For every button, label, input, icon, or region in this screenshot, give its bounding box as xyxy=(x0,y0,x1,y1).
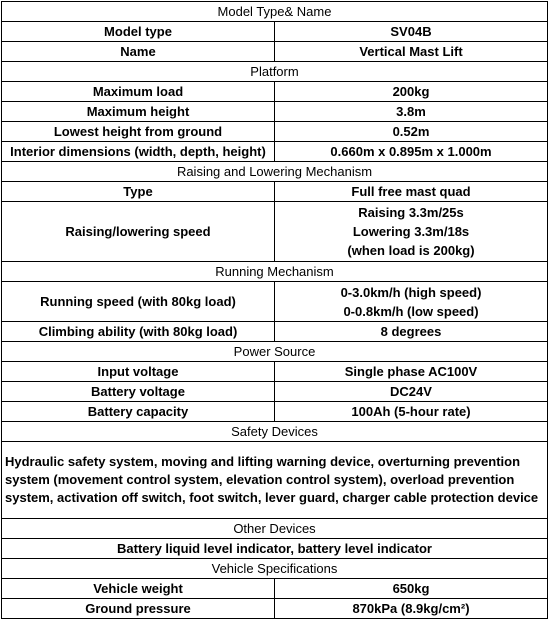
table-row xyxy=(2,442,548,519)
raising-speed-value xyxy=(275,202,548,262)
running-speed-label: Running speed (with 80kg load) xyxy=(2,282,275,322)
ground-pressure-value: 870kPa (8.9kg/cm²) xyxy=(275,599,548,619)
table-row xyxy=(2,122,548,142)
climbing-ability-label: Climbing ability (with 80kg load) xyxy=(2,322,275,342)
lowering-speed-line: Lowering 3.3m/18s xyxy=(352,224,470,239)
section-row xyxy=(2,519,548,539)
section-row xyxy=(2,262,548,282)
lowest-height-label: Lowest height from ground xyxy=(2,122,275,142)
type-label: Type xyxy=(2,182,275,202)
table-row xyxy=(2,202,548,262)
max-load-value: 200kg xyxy=(275,82,548,102)
high-speed-line: 0-3.0km/h (high speed) xyxy=(340,284,482,300)
table-row xyxy=(2,579,548,599)
section-header-safety: Safety Devices xyxy=(2,422,548,442)
interior-dimensions-value: 0.660m x 0.895m x 1.000m xyxy=(275,142,548,162)
table-row xyxy=(2,82,548,102)
section-header-other: Other Devices xyxy=(2,519,548,539)
safety-devices-text: Hydraulic safety system, moving and lifting warning device, overturning prevention system (movement control system, elevation control system), overload prevention system, activation off switch, foot switch, lever guard, charger cable protection device xyxy=(2,442,548,519)
interior-dimensions-label: Interior dimensions (width, depth, height) xyxy=(2,142,275,162)
section-header-model: Model Type& Name xyxy=(2,2,548,22)
table-row xyxy=(2,182,548,202)
low-speed-line: 0-0.8km/h (low speed) xyxy=(343,303,479,319)
section-row xyxy=(2,162,548,182)
raising-speed-label: Raising/lowering speed xyxy=(2,202,275,262)
lowest-height-value: 0.52m xyxy=(275,122,548,142)
raising-speed-line: Raising 3.3m/25s xyxy=(358,205,464,220)
input-voltage-value: Single phase AC100V xyxy=(275,362,548,382)
table-row xyxy=(2,402,548,422)
running-speed-value xyxy=(275,282,548,322)
vehicle-weight-value: 650kg xyxy=(275,579,548,599)
table-row xyxy=(2,322,548,342)
battery-capacity-value: 100Ah (5-hour rate) xyxy=(275,402,548,422)
section-header-running: Running Mechanism xyxy=(2,262,548,282)
input-voltage-label: Input voltage xyxy=(2,362,275,382)
max-height-value: 3.8m xyxy=(275,102,548,122)
battery-voltage-label: Battery voltage xyxy=(2,382,275,402)
section-row xyxy=(2,62,548,82)
other-devices-text: Battery liquid level indicator, battery level indicator xyxy=(2,539,548,559)
section-row xyxy=(2,342,548,362)
specification-table xyxy=(1,1,548,619)
ground-pressure-label: Ground pressure xyxy=(2,599,275,619)
vehicle-weight-label: Vehicle weight xyxy=(2,579,275,599)
table-row xyxy=(2,362,548,382)
table-row xyxy=(2,142,548,162)
section-row xyxy=(2,559,548,579)
battery-capacity-label: Battery capacity xyxy=(2,402,275,422)
max-load-label: Maximum load xyxy=(2,82,275,102)
table-row xyxy=(2,599,548,619)
section-header-raising: Raising and Lowering Mechanism xyxy=(2,162,548,182)
max-height-label: Maximum height xyxy=(2,102,275,122)
name-label: Name xyxy=(2,42,275,62)
climbing-ability-value: 8 degrees xyxy=(275,322,548,342)
table-row xyxy=(2,42,548,62)
model-type-label: Model type xyxy=(2,22,275,42)
section-header-platform: Platform xyxy=(2,62,548,82)
battery-voltage-value: DC24V xyxy=(275,382,548,402)
load-condition-line: (when load is 200kg) xyxy=(347,243,475,258)
table-row xyxy=(2,382,548,402)
type-value: Full free mast quad xyxy=(275,182,548,202)
name-value: Vertical Mast Lift xyxy=(275,42,548,62)
section-row xyxy=(2,422,548,442)
section-header-power: Power Source xyxy=(2,342,548,362)
table-row xyxy=(2,22,548,42)
table-row xyxy=(2,539,548,559)
table-row xyxy=(2,102,548,122)
model-type-value: SV04B xyxy=(275,22,548,42)
section-header-vehicle: Vehicle Specifications xyxy=(2,559,548,579)
section-row xyxy=(2,2,548,22)
table-row xyxy=(2,282,548,322)
